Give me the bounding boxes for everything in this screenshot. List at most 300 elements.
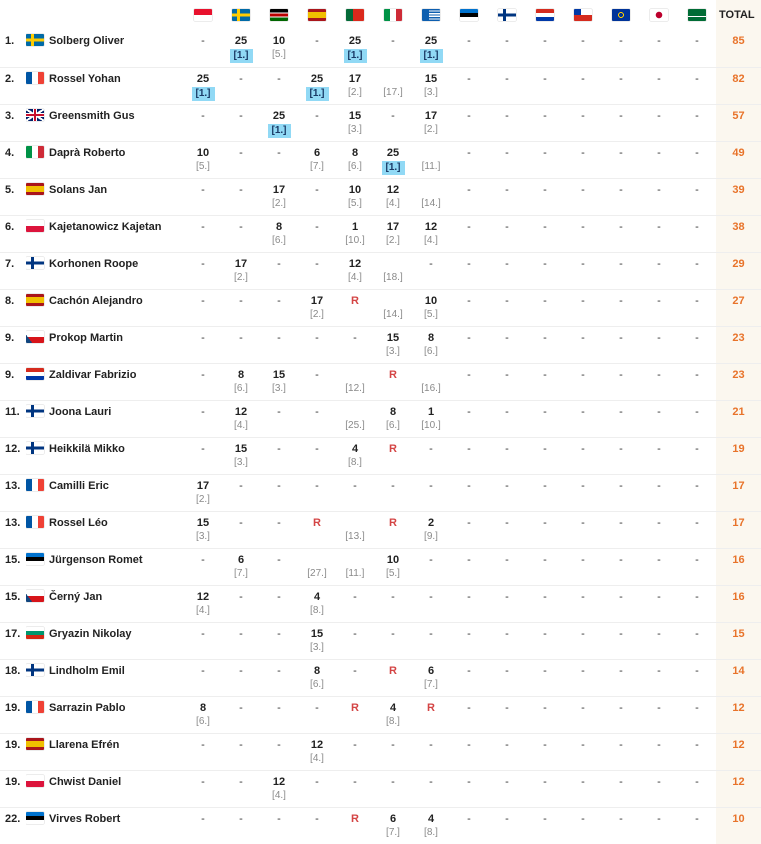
- placement-value: [2.]: [386, 234, 400, 246]
- position-header: [0, 0, 26, 30]
- points-value: -: [695, 590, 699, 603]
- points-value: 12: [272, 775, 286, 788]
- placement-value: [4.]: [234, 419, 248, 431]
- position: 19.: [0, 696, 26, 733]
- event-result-cell: [222, 807, 260, 844]
- event-result-cell: [450, 326, 488, 363]
- event-result-cell: [260, 141, 298, 178]
- driver-cell[interactable]: [26, 30, 184, 67]
- event-result-cell: [184, 400, 222, 437]
- winner-badge: [1.]: [306, 87, 329, 101]
- points-value: -: [543, 294, 547, 307]
- driver-name[interactable]: Lindholm Emil: [49, 664, 125, 677]
- event-result-cell: [526, 252, 564, 289]
- driver-cell[interactable]: [26, 622, 184, 659]
- event-header-14[interactable]: [678, 0, 716, 30]
- table-row: [0, 30, 761, 67]
- event-header-13[interactable]: [640, 0, 678, 30]
- points-value: -: [619, 331, 623, 344]
- event-result-cell: [374, 474, 412, 511]
- event-result-cell: [336, 289, 374, 326]
- event-result-cell: [488, 696, 526, 733]
- winner-badge: [1.]: [230, 49, 253, 63]
- event-result-cell: [298, 548, 336, 585]
- points-value: 10: [424, 294, 438, 307]
- event-result-cell: [298, 30, 336, 67]
- event-header-10[interactable]: [526, 0, 564, 30]
- event-result-cell: [640, 400, 678, 437]
- event-result-cell: [260, 104, 298, 141]
- event-result-cell: [564, 289, 602, 326]
- placement-value: [3.]: [424, 86, 438, 98]
- event-result-cell: [640, 659, 678, 696]
- total-points: 19: [716, 437, 761, 474]
- event-result-cell: [564, 215, 602, 252]
- table-row: [0, 289, 761, 326]
- points-value: [374, 294, 412, 308]
- points-value: [412, 368, 450, 382]
- points-value: -: [695, 479, 699, 492]
- points-value: -: [543, 109, 547, 122]
- event-result-cell: [222, 141, 260, 178]
- event-result-cell: [678, 770, 716, 807]
- position: 9.: [0, 363, 26, 400]
- event-result-cell: [564, 733, 602, 770]
- driver-cell[interactable]: [26, 659, 184, 696]
- points-value: -: [657, 701, 661, 714]
- retired-mark: R: [389, 664, 397, 677]
- points-value: -: [277, 294, 281, 307]
- position: 13.: [0, 474, 26, 511]
- driver-cell[interactable]: [26, 733, 184, 770]
- points-value: 6: [427, 664, 435, 677]
- pl-flag-icon: [26, 220, 44, 232]
- points-value: -: [391, 35, 395, 47]
- points-value: -: [505, 257, 509, 270]
- points-value: -: [467, 812, 471, 825]
- event-result-cell: [412, 178, 450, 215]
- driver-name[interactable]: Rossel Yohan: [49, 72, 121, 85]
- placement-value: [2.]: [310, 308, 324, 320]
- event-result-cell: [450, 733, 488, 770]
- points-value: 25: [310, 72, 324, 85]
- event-result-cell: [412, 30, 450, 67]
- driver-cell[interactable]: [26, 289, 184, 326]
- event-header-6[interactable]: [374, 0, 412, 30]
- points-value: 4: [389, 701, 397, 714]
- event-result-cell: [678, 400, 716, 437]
- event-result-cell: [222, 733, 260, 770]
- points-value: -: [543, 701, 547, 714]
- driver-name[interactable]: Solans Jan: [49, 183, 108, 196]
- table-row: [0, 511, 761, 548]
- points-value: 8: [237, 368, 245, 381]
- fi-flag-icon: [26, 442, 44, 454]
- event-result-cell: [640, 289, 678, 326]
- points-value: -: [201, 738, 205, 751]
- total-points: 21: [716, 400, 761, 437]
- event-result-cell: [184, 326, 222, 363]
- sa-flag-icon: [688, 9, 706, 21]
- event-result-cell: [336, 363, 374, 400]
- driver-cell[interactable]: [26, 326, 184, 363]
- event-result-cell: [260, 696, 298, 733]
- driver-cell[interactable]: [26, 548, 184, 585]
- driver-name[interactable]: Rossel Léo: [49, 516, 108, 529]
- event-result-cell: [640, 252, 678, 289]
- event-result-cell: [564, 252, 602, 289]
- event-result-cell: [222, 289, 260, 326]
- event-result-cell: [260, 659, 298, 696]
- points-value: -: [657, 294, 661, 307]
- event-result-cell: [374, 770, 412, 807]
- driver-cell[interactable]: [26, 67, 184, 104]
- se-flag-icon: [232, 9, 250, 21]
- event-result-cell: [412, 215, 450, 252]
- points-value: -: [429, 738, 433, 751]
- event-result-cell: [184, 289, 222, 326]
- driver-cell[interactable]: [26, 585, 184, 622]
- event-result-cell: [374, 67, 412, 104]
- driver-cell[interactable]: [26, 104, 184, 141]
- points-value: -: [505, 405, 509, 418]
- points-value: -: [657, 664, 661, 677]
- points-value: -: [467, 442, 471, 455]
- points-value: -: [581, 405, 585, 418]
- event-result-cell: [602, 30, 640, 67]
- driver-cell[interactable]: [26, 215, 184, 252]
- driver-cell[interactable]: [26, 437, 184, 474]
- event-result-cell: [564, 659, 602, 696]
- event-result-cell: [374, 215, 412, 252]
- total-points: 23: [716, 326, 761, 363]
- event-result-cell: [564, 437, 602, 474]
- placement-value: [3.]: [196, 530, 210, 542]
- event-result-cell: [184, 252, 222, 289]
- points-value: -: [277, 812, 281, 825]
- event-result-cell: [184, 30, 222, 67]
- driver-name[interactable]: Heikkilä Mikko: [49, 442, 125, 455]
- event-result-cell: [184, 622, 222, 659]
- points-value: -: [239, 701, 243, 714]
- retired-mark: R: [427, 701, 435, 714]
- event-result-cell: [374, 437, 412, 474]
- points-value: -: [695, 257, 699, 270]
- points-value: -: [619, 72, 623, 85]
- event-result-cell: [260, 548, 298, 585]
- event-result-cell: [678, 437, 716, 474]
- placement-value: [12.]: [345, 382, 365, 394]
- points-value: 2: [427, 516, 435, 529]
- gb-flag-icon: [26, 109, 44, 121]
- points-value: -: [505, 479, 509, 492]
- event-result-cell: [526, 770, 564, 807]
- driver-name[interactable]: Sarrazin Pablo: [49, 701, 126, 714]
- placement-value: [2.]: [196, 493, 210, 505]
- event-header-11[interactable]: [564, 0, 602, 30]
- points-value: [374, 72, 412, 86]
- points-value: -: [695, 775, 699, 788]
- points-value: 17: [386, 220, 400, 233]
- points-value: -: [619, 183, 623, 196]
- event-header-12[interactable]: [602, 0, 640, 30]
- event-result-cell: [602, 215, 640, 252]
- event-result-cell: [298, 400, 336, 437]
- event-header-7[interactable]: [412, 0, 450, 30]
- driver-name[interactable]: Zaldivar Fabrizio: [49, 368, 137, 381]
- event-result-cell: [260, 30, 298, 67]
- points-value: -: [619, 35, 623, 47]
- total-points: 17: [716, 474, 761, 511]
- placement-value: [2.]: [234, 271, 248, 283]
- event-header-9[interactable]: [488, 0, 526, 30]
- event-result-cell: [564, 548, 602, 585]
- event-result-cell: [260, 622, 298, 659]
- points-value: -: [657, 220, 661, 233]
- points-value: -: [657, 35, 661, 47]
- points-value: -: [695, 812, 699, 825]
- event-result-cell: [602, 696, 640, 733]
- points-value: -: [619, 442, 623, 455]
- points-value: -: [239, 146, 243, 159]
- event-result-cell: [336, 215, 374, 252]
- placement-value: [5.]: [272, 49, 286, 60]
- driver-cell[interactable]: [26, 511, 184, 548]
- points-value: -: [581, 294, 585, 307]
- event-result-cell: [488, 215, 526, 252]
- driver-name[interactable]: Chwist Daniel: [49, 775, 122, 788]
- points-value: -: [581, 368, 585, 381]
- table-row: [0, 696, 761, 733]
- table-row: [0, 807, 761, 844]
- driver-name[interactable]: Camilli Eric: [49, 479, 109, 492]
- winner-badge: [1.]: [192, 87, 215, 101]
- event-result-cell: [526, 548, 564, 585]
- event-result-cell: [640, 770, 678, 807]
- event-result-cell: [336, 807, 374, 844]
- placement-value: [6.]: [348, 160, 362, 172]
- event-result-cell: [488, 400, 526, 437]
- event-result-cell: [564, 770, 602, 807]
- points-value: -: [543, 442, 547, 455]
- points-value: -: [505, 368, 509, 381]
- total-points: 14: [716, 659, 761, 696]
- event-result-cell: [678, 696, 716, 733]
- event-result-cell: [222, 104, 260, 141]
- event-result-cell: [678, 252, 716, 289]
- placement-value: [4.]: [386, 197, 400, 209]
- points-value: -: [619, 405, 623, 418]
- points-value: -: [619, 775, 623, 788]
- points-value: -: [619, 294, 623, 307]
- points-value: -: [695, 516, 699, 529]
- driver-cell[interactable]: [26, 770, 184, 807]
- event-result-cell: [184, 104, 222, 141]
- points-value: -: [201, 294, 205, 307]
- table-row: [0, 141, 761, 178]
- event-result-cell: [602, 289, 640, 326]
- points-value: -: [581, 183, 585, 196]
- event-result-cell: [640, 807, 678, 844]
- placement-value: [14.]: [421, 197, 441, 209]
- points-value: -: [657, 109, 661, 122]
- points-value: -: [543, 516, 547, 529]
- driver-cell[interactable]: [26, 474, 184, 511]
- event-result-cell: [336, 548, 374, 585]
- points-value: 1: [351, 220, 359, 233]
- event-result-cell: [412, 437, 450, 474]
- event-header-1[interactable]: [184, 0, 222, 30]
- event-result-cell: [222, 585, 260, 622]
- standings-body: [0, 30, 761, 844]
- points-value: -: [467, 294, 471, 307]
- driver-name[interactable]: Greensmith Gus: [49, 109, 135, 122]
- points-value: -: [619, 109, 623, 122]
- ke-flag-icon: [270, 9, 288, 21]
- points-value: -: [467, 72, 471, 85]
- fr-flag-icon: [26, 479, 44, 491]
- event-result-cell: [602, 659, 640, 696]
- driver-name[interactable]: Kajetanowicz Kajetan: [49, 220, 162, 233]
- points-value: 10: [386, 553, 400, 566]
- table-row: [0, 326, 761, 363]
- event-header-4[interactable]: [298, 0, 336, 30]
- event-result-cell: [488, 289, 526, 326]
- event-result-cell: [450, 67, 488, 104]
- driver-cell[interactable]: [26, 252, 184, 289]
- event-result-cell: [184, 696, 222, 733]
- position: 1.: [5, 35, 15, 47]
- points-value: -: [201, 812, 205, 825]
- points-value: [336, 553, 374, 567]
- total-points: 49: [716, 141, 761, 178]
- placement-value: [10.]: [421, 419, 441, 431]
- driver-cell[interactable]: [26, 141, 184, 178]
- py-flag-icon: [536, 9, 554, 21]
- se-flag-icon: [26, 34, 44, 46]
- event-result-cell: [564, 326, 602, 363]
- points-value: -: [695, 109, 699, 122]
- event-result-cell: [526, 437, 564, 474]
- jp-flag-icon: [650, 9, 668, 21]
- driver-name[interactable]: Gryazin Nikolay: [49, 627, 132, 640]
- bg-flag-icon: [26, 627, 44, 639]
- event-result-cell: [298, 326, 336, 363]
- driver-name[interactable]: Černý Jan: [49, 590, 103, 603]
- event-result-cell: [488, 548, 526, 585]
- placement-value: [14.]: [383, 308, 403, 320]
- points-value: -: [315, 331, 319, 344]
- eu-flag-icon: [612, 9, 630, 21]
- event-result-cell: [374, 659, 412, 696]
- event-result-cell: [222, 326, 260, 363]
- event-result-cell: [374, 696, 412, 733]
- placement-value: [3.]: [310, 641, 324, 653]
- driver-cell[interactable]: [26, 807, 184, 844]
- position: 15.: [0, 585, 26, 622]
- driver-name[interactable]: Solberg Oliver: [49, 35, 125, 47]
- points-value: -: [467, 183, 471, 196]
- event-header-5[interactable]: [336, 0, 374, 30]
- event-result-cell: [640, 733, 678, 770]
- points-value: -: [581, 553, 585, 566]
- event-result-cell: [336, 67, 374, 104]
- event-result-cell: [564, 67, 602, 104]
- driver-cell[interactable]: [26, 400, 184, 437]
- points-value: -: [467, 257, 471, 270]
- points-value: -: [315, 701, 319, 714]
- event-result-cell: [564, 696, 602, 733]
- points-value: -: [429, 257, 433, 270]
- points-value: [336, 405, 374, 419]
- cz-flag-icon: [26, 590, 44, 602]
- event-result-cell: [184, 807, 222, 844]
- points-value: -: [201, 220, 205, 233]
- event-result-cell: [260, 474, 298, 511]
- driver-name[interactable]: Daprà Roberto: [49, 146, 126, 159]
- points-value: -: [201, 183, 205, 196]
- points-value: -: [543, 331, 547, 344]
- event-result-cell: [260, 807, 298, 844]
- points-value: -: [467, 109, 471, 122]
- event-header-3[interactable]: [260, 0, 298, 30]
- points-value: [412, 146, 450, 160]
- event-result-cell: [640, 622, 678, 659]
- points-value: -: [277, 442, 281, 455]
- event-result-cell: [488, 178, 526, 215]
- points-value: 12: [386, 183, 400, 196]
- driver-cell[interactable]: [26, 696, 184, 733]
- total-points: 15: [716, 622, 761, 659]
- driver-name[interactable]: Llarena Efrén: [49, 738, 120, 751]
- driver-name[interactable]: Korhonen Roope: [49, 257, 139, 270]
- driver-cell[interactable]: [26, 363, 184, 400]
- driver-cell[interactable]: [26, 178, 184, 215]
- points-value: [336, 368, 374, 382]
- points-value: -: [353, 664, 357, 677]
- event-result-cell: [260, 511, 298, 548]
- event-header-8[interactable]: [450, 0, 488, 30]
- driver-name[interactable]: Prokop Martin: [49, 331, 123, 344]
- points-value: -: [277, 405, 281, 418]
- points-value: -: [467, 775, 471, 788]
- event-result-cell: [374, 104, 412, 141]
- placement-value: [5.]: [196, 160, 210, 172]
- points-value: -: [201, 553, 205, 566]
- event-result-cell: [488, 252, 526, 289]
- event-result-cell: [336, 696, 374, 733]
- event-result-cell: [222, 437, 260, 474]
- points-value: -: [619, 553, 623, 566]
- event-result-cell: [640, 104, 678, 141]
- event-result-cell: [222, 696, 260, 733]
- placement-value: [6.]: [424, 345, 438, 357]
- event-header-2[interactable]: [222, 0, 260, 30]
- driver-name[interactable]: Jürgenson Romet: [49, 553, 143, 566]
- event-result-cell: [564, 585, 602, 622]
- event-result-cell: [564, 178, 602, 215]
- driver-name[interactable]: Cachón Alejandro: [49, 294, 143, 307]
- event-result-cell: [450, 400, 488, 437]
- driver-name[interactable]: Joona Lauri: [49, 405, 112, 418]
- driver-name[interactable]: Virves Robert: [49, 812, 121, 825]
- points-value: -: [581, 220, 585, 233]
- event-result-cell: [640, 141, 678, 178]
- points-value: 6: [389, 812, 397, 825]
- event-result-cell: [260, 252, 298, 289]
- event-result-cell: [526, 104, 564, 141]
- table-row: [0, 659, 761, 696]
